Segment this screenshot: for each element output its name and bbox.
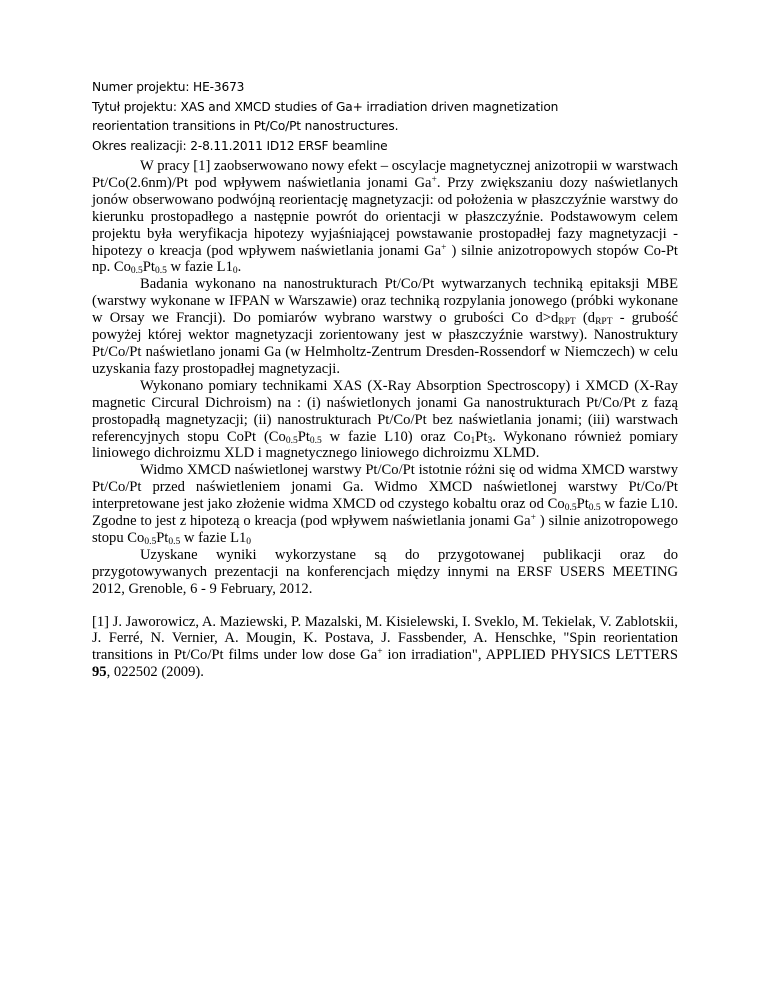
- paragraph-2: Badania wykonano na nanostrukturach Pt/Co/Pt wytwarzanych techniką epitaksji MBE (warstwy wykonane w IFPAN w Warszawie) oraz techniką rozpylania jonowego (próbki wykonane w Orsay we Francji). Do pomiarów wybrano warstwy o grubości Co $d>d_{RPT}$ ($d_{RPT}$ - grubość powyżej której wektor magnetyzacji zorientowany jest w płaszczyźnie warstwy). Nanostruktury Pt/Co/Pt naświetlano jonami Ga (w Helmholtz-Zentrum Dresden-Rossendorf w Niemczech) w celu uzyskania fazy prostopadłej magnetyzacji.: [92, 276, 678, 377]
- paragraph-3: Wykonano pomiary technikami XAS (X-Ray Absorption Spectroscopy) i XMCD (X-Ray magnetic Circural Dichroism) na : (i) naświetlonych jonami Ga nanostrukturach Pt/Co/Pt z fazą prostopadłą magnetyzacji; (ii) nanostrukturach Pt/Co/Pt bez naświetlania jonami; (iii) warstwach referencyjnych stopu CoPt ($Co_{0.5}Pt_{0.5}$ w fazie L10) oraz $Co_1Pt_3$. Wykonano również pomiary liniowego dichroizmu XLD i magnetycznego liniowego dichroizmu XLMD.: [92, 377, 678, 462]
- report-body: [92, 158, 678, 598]
- project-period: Okres realizacji: 2-8.11.2011 ID12 ERSF beamline: [92, 138, 388, 153]
- reference-1: [1] J. Jaworowicz, A. Maziewski, P. Mazalski, M. Kisielewski, I. Sveklo, M. Tekielak, V. Zablotskii, J. Ferré, N. Vernier, A. Mougin, K. Postava, J. Fassbender, A. Henschke, "Spin reorientation transitions in Pt/Co/Pt films under low dose Ga+ ion irradiation", APPLIED PHYSICS LETTERS 95, 022502 (2009).: [92, 613, 678, 681]
- paragraph-4: Widmo XMCD naświetlonej warstwy Pt/Co/Pt istotnie różni się od widma XMCD warstwy Pt/Co/Pt przed naświetleniem jonami Ga. Widmo XMCD naświetlonej warstwy Pt/Co/Pt interpretowane jest jako złożenie widma XMCD od czystego kobaltu oraz od $Co_{0.5}Pt_{0.5}$ w fazie L10. Zgodne to jest z hipotezą o kreacja (pod wpływem naświetlania jonami Ga+ ) silnie anizotropowego stopu $Co_{0.5}Pt_{0.5}$ w fazie $L1_0$: [92, 462, 678, 547]
- project-number: Numer projektu: HE-3673: [92, 80, 245, 94]
- reference-volume: 95: [92, 664, 107, 681]
- project-title-line-2: reorientation transitions in Pt/Co/Pt nanostructures.: [92, 119, 399, 133]
- reference-list: [92, 614, 678, 682]
- project-title-line-1: Tytuł projektu: XAS and XMCD studies of Ga+ irradiation driven magnetization: [92, 99, 559, 114]
- project-header: [92, 78, 678, 156]
- document-page: [92, 78, 678, 681]
- paragraph-1: W pracy [1] zaobserwowano nowy efekt – oscylacje magnetycznej anizotropii w warstwach Pt/Co(2.6nm)/Pt pod wpływem naświetlania jonami Ga+. Przy zwiększaniu dozy naświetlanych jonów obserwowano podwójną reorientację magnetyzacji: od położenia w płaszczyźnie warstwy do kierunku prostopadłego a następnie powrót do orientacji w płaszczyźnie. Podstawowym celem projektu była weryfikacja hipotezy wyjaśniającej powstawanie prostopadłej fazy magnetyzacji - hipotezy o kreacja (pod wpływem naświetlania jonami Ga+ ) silnie anizotropowych stopów Co-Pt np. $Co_{0.5}Pt_{0.5}$ w fazie $L1_0$.: [92, 158, 679, 277]
- paragraph-5: Uzyskane wyniki wykorzystane są do przygotowanej publikacji oraz do przygotowywanych prezentacji na konferencjach między innymi na ERSF USERS MEETING 2012, Grenoble, 6 - 9 February, 2012.: [92, 546, 678, 597]
